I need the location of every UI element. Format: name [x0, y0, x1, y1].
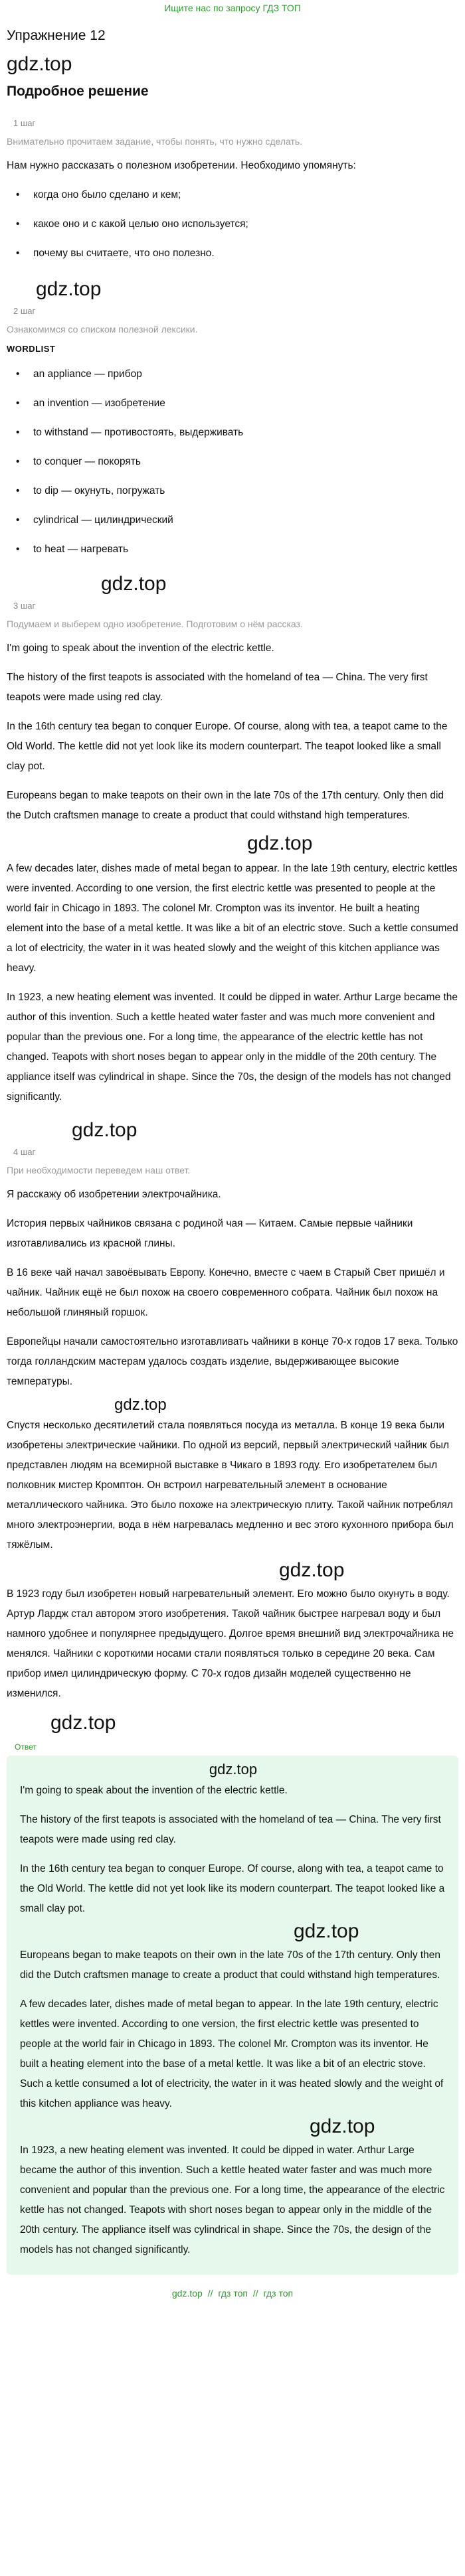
step-1 [7, 118, 458, 264]
brand-watermark: gdz.top [72, 1119, 138, 1141]
list-item: • to heat — нагревать [16, 540, 458, 560]
step-label: 2 шаг [13, 306, 36, 316]
answer-paragraph: I'm going to speak about the invention of the electric kettle. [20, 1785, 288, 1796]
footer-link[interactable]: гдз топ [218, 2288, 248, 2299]
step-hint: При необходимости переведем наш ответ. [7, 1165, 191, 1175]
footer-link[interactable]: gdz.top [171, 2288, 203, 2299]
list-item: • to conquer — покорять [16, 452, 458, 472]
brand-watermark: gdz.top [114, 1396, 167, 1414]
step-intro: Нам нужно рассказать о полезном изобретении. Необходимо упомянуть: [7, 160, 356, 171]
answer-paragraph: A few decades later, dishes made of metal began to appear. In the late 19th century, electric kettles were invented. According to one version, the first electric kettle was presented to people at the world fair in Chicago in 1893. The colonel Mr. Crompton was its inventor. He built a heating element into the base of a metal kettle. It was like a bit of an electric stove. Such a kettle consumed a lot of electricity, the water in it was heated slowly and the weight of this kitchen appliance was heavy. [20, 1999, 444, 2109]
paragraph: Я расскажу об изобретении электрочайника. [7, 1189, 221, 1200]
answer-box [7, 1756, 458, 2275]
answer-label: Ответ [15, 1742, 37, 1752]
step-hint: Внимательно прочитаем задание, чтобы понять, что нужно сделать. [7, 136, 303, 147]
answer-paragraph: In 1923, a new heating element was invented. It could be dipped in water. Arthur Large became the author of this invention. Such a kettle heated water faster and was much more convenient and popular than the previous one. For a long time, the appearance of the electric kettle has not changed. Teapots with short noses began to appear only in the middle of the 20th century. The appliance itself was cylindrical in shape. Since the 70s, the design of the models has not changed significantly. [20, 2145, 445, 2255]
paragraph: В 16 веке чай начал завоёвывать Европу. Конечно, вместе с чаем в Старый Свет пришёл и чайник. Чайник ещё не был похож на своего современного собрата. Чайник был похож на небольшой глиняный горшок. [7, 1267, 445, 1318]
list-item: • cylindrical — цилиндрический [16, 510, 458, 530]
brand-watermark: gdz.top [101, 573, 167, 595]
content [0, 28, 465, 2275]
answer-section [7, 1713, 458, 2275]
step-label: 4 шаг [13, 1147, 36, 1157]
answer-paragraph: The history of the first teapots is associated with the homeland of tea — China. The very first teapots were made using red clay. [20, 1814, 441, 1845]
step-label: 3 шаг [13, 601, 36, 611]
paragraph: A few decades later, dishes made of metal began to appear. In the late 19th century, electric kettles were invented. According to one version, the first electric kettle was presented to people at the world fair in Chicago in 1893. The colonel Mr. Crompton was its inventor. He built a heating element into the base of a metal kettle. It was like a bit of an electric stove. Such a kettle consumed a lot of electricity, the water in it was heated slowly and the weight of this kitchen appliance was heavy. [7, 863, 458, 974]
exercise-title: Упражнение 12 [7, 28, 106, 43]
paragraph: Европейцы начали самостоятельно изготавливать чайники в конце 70-х годов 17 века. Только тогда голландским мастерам удалось создать изделие, выдерживающее высокие температуры. [7, 1336, 458, 1387]
step-hint: Ознакомимся со списком полезной лексики. [7, 324, 198, 335]
footer-separator: // [207, 2288, 213, 2299]
wordlist [7, 364, 458, 560]
list-item: • an invention — изобретение [16, 394, 458, 414]
requirements-list [7, 185, 458, 264]
brand-watermark: gdz.top [294, 1920, 359, 1942]
list-item: • какое оно и с какой целью оно используется; [16, 214, 458, 234]
brand-watermark: gdz.top [209, 1761, 258, 1778]
wordlist-title: WORDLIST [7, 344, 56, 354]
paragraph: Europeans began to make teapots on their own in the late 70s of the 17th century. Only then did the Dutch craftsmen manage to create a product that could withstand high temperatures. [7, 790, 444, 821]
paragraph: I'm going to speak about the invention of the electric kettle. [7, 643, 274, 654]
step-label: 1 шаг [13, 118, 36, 128]
list-item: • to dip — окунуть, погружать [16, 481, 458, 501]
footer-separator: // [252, 2288, 258, 2299]
list-item: • an appliance — прибор [16, 364, 458, 384]
brand-watermark: gdz.top [247, 832, 313, 854]
paragraph: In the 16th century tea began to conquer Europe. Of course, along with tea, a teapot came to the Old World. The kettle did not yet look like its modern counterpart. The teapot looked like a small clay pot. [7, 721, 448, 772]
step-2 [7, 279, 458, 560]
brand-watermark: gdz.top [50, 1712, 116, 1734]
step-4 [7, 1120, 458, 1704]
paragraph: История первых чайников связана с родиной чая — Китаем. Самые первые чайники изготавливались из красной глины. [7, 1218, 413, 1249]
solution-title: Подробное решение [7, 84, 149, 99]
brand-watermark: gdz.top [279, 1559, 345, 1581]
footer-link[interactable]: гдз топ [263, 2288, 294, 2299]
list-item: • почему вы считаете, что оно полезно. [16, 244, 458, 264]
search-hint-link[interactable]: Ищите нас по запросу ГДЗ ТОП [164, 3, 301, 13]
answer-paragraph: In the 16th century tea began to conquer Europe. Of course, along with tea, a teapot came to the Old World. The kettle did not yet look like its modern counterpart. The teapot looked like a small clay pot. [20, 1863, 445, 1914]
paragraph: Спустя несколько десятилетий стала появляться посуда из металла. В конце 19 века были изобретены электрические чайники. По одной из версий, первый электрический чайник был представлен людям на всемирной выставке в Чикаго в 1893 году. Его изобретателем был полковник мистер Кромптон. Он встроил нагревательный элемент в основание металлического чайника. Это было похоже на электрическую плиту. Такой чайник потреблял много электроэнергии, вода в нём нагревалась медленно и вес этого кухонного прибора был тяжёлым. [7, 1420, 454, 1551]
footer-links [0, 2285, 465, 2304]
step-hint: Подумаем и выберем одно изобретение. Подготовим о нём рассказ. [7, 619, 303, 629]
paragraph: В 1923 году был изобретен новый нагревательный элемент. Его можно было окунуть в воду. Артур Лардж стал автором этого изобретения. Такой чайник быстрее нагревал воду и был намного удобнее и популярнее предыдущего. Долгое время внешний вид электрочайника не менялся. Чайники с короткими носами стали появляться только в середине 20 века. Сам прибор имел цилиндрическую форму. С 70-х годов дизайн моделей существенно не изменился. [7, 1588, 454, 1699]
brand-watermark: gdz.top [7, 53, 72, 75]
brand-watermark: gdz.top [36, 278, 102, 300]
list-item: • to withstand — противостоять, выдерживать [16, 423, 458, 443]
answer-paragraph: Europeans began to make teapots on their own in the late 70s of the 17th century. Only then did the Dutch craftsmen manage to create a product that could withstand high temperatures. [20, 1949, 441, 1981]
brand-watermark: gdz.top [310, 2115, 375, 2137]
step-3 [7, 574, 458, 1107]
paragraph: In 1923, a new heating element was invented. It could be dipped in water. Arthur Large became the author of this invention. Such a kettle heated water faster and was much more convenient and popular than the previous one. For a long time, the appearance of the electric kettle has not changed. Teapots with short noses began to appear only in the middle of the 20th century. The appliance itself was cylindrical in shape. Since the 70s, the design of the models has not changed significantly. [7, 992, 458, 1102]
list-item: • когда оно было сделано и кем; [16, 185, 458, 205]
paragraph: The history of the first teapots is associated with the homeland of tea — China. The very first teapots were made using red clay. [7, 672, 428, 703]
